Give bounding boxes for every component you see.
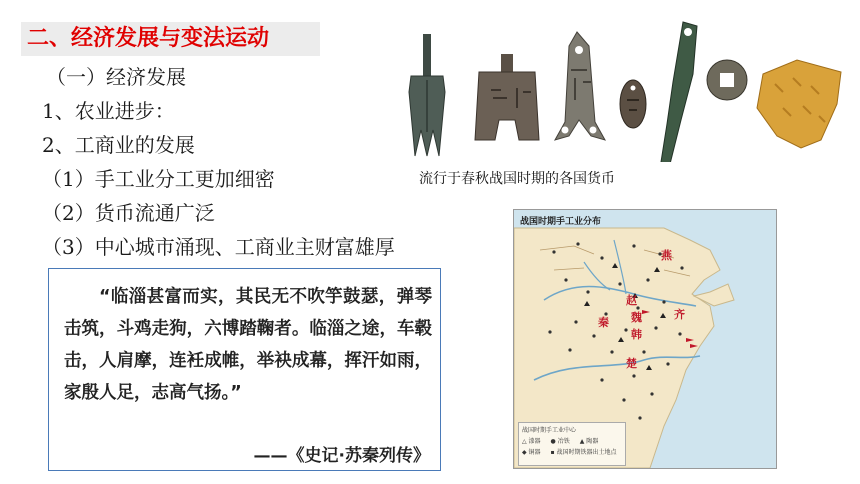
legend-item: ◆ 铜器 [522,449,541,456]
quote-text: “临淄甚富而实，其民无不吹竽鼓瑟，弹琴击筑，斗鸡走狗，六博踏鞠者。临淄之途，车毂击，人肩摩，连衽成帷，举袂成幕，挥汗如雨，家殷人足，志高气扬。” [64,287,432,403]
round-square-hole-coin [707,60,747,100]
state-label: 魏 [631,311,642,324]
state-label: 楚 [626,357,637,370]
legend-title: 战国时期手工业中心 [522,427,577,434]
ancient-coins-image [405,12,845,162]
legend-item: ● 冶铁 [550,438,570,445]
item-agriculture: 1、农业进步： [42,99,175,123]
coins-caption: 流行于春秋战国时期的各国货币 [419,171,615,187]
legend-item: ▲ 陶器 [579,438,599,445]
quote-source: ——《史记·苏秦列传》 [253,446,430,466]
subheading: （一）经济发展 [46,65,186,89]
ant-nose-coin [620,80,646,128]
handicraft-map [513,209,777,469]
state-label: 韩 [631,328,642,341]
item-commerce: 2、工商业的发展 [42,133,195,157]
legend-item: ▪ 战国时期铁器出土地点 [550,449,617,456]
legend-item: △ 漆器 [522,438,541,445]
state-label: 齐 [674,308,685,321]
knife-coin [661,22,697,162]
item-point3: （3）中心城市涌现、工商业主财富雄厚 [42,235,395,259]
map-title: 战国时期手工业分布 [520,217,602,227]
section-title: 二、经济发展与变法运动 [21,22,320,56]
holed-spade-coin [555,32,605,140]
item-point1: （1）手工业分工更加细密 [42,167,275,191]
state-label: 赵 [626,294,637,307]
pointed-spade-coin [409,34,445,156]
gold-plate-coin [757,60,841,148]
map-legend [518,422,626,466]
state-label: 燕 [661,249,672,262]
square-spade-coin [475,54,539,140]
state-label: 秦 [598,316,609,329]
quote-box [48,268,441,471]
item-point2: （2）货币流通广泛 [42,201,215,225]
